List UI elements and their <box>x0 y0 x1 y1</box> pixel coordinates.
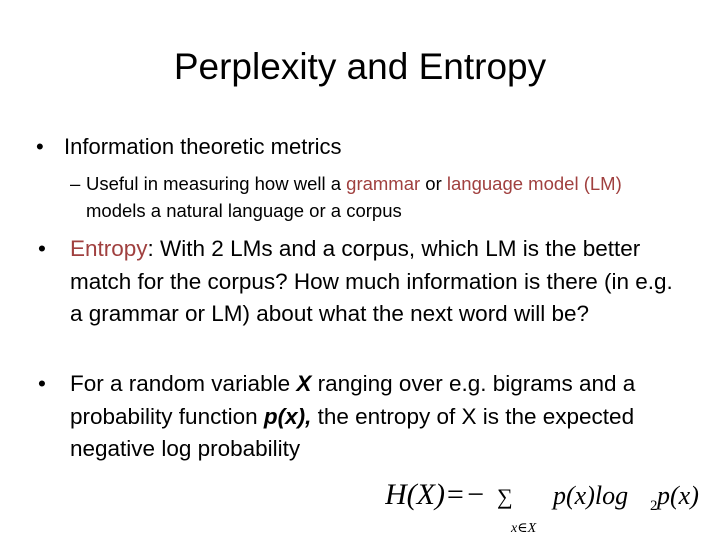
sub-text-3: models a natural language or a corpus <box>86 200 402 221</box>
sub-bullet-usefulness <box>70 170 646 224</box>
bullet-information-metrics <box>36 131 342 162</box>
formula-tail: p(x) <box>657 481 699 510</box>
bullet-text: Information theoretic metrics <box>64 134 342 159</box>
entropy-formula <box>385 470 705 535</box>
rv-text-2: ranging over e.g. bigrams and a probability function <box>70 371 636 429</box>
formula-lhs: H(X)=− <box>385 478 486 511</box>
bullet-entropy <box>38 233 680 331</box>
rv-text-3: the entropy of X is the expected negative log probability <box>70 403 635 461</box>
bullet-dot: • <box>38 236 46 261</box>
entropy-text: : With 2 LMs and a corpus, which LM is the better match for the corpus? How much information is there (in e.g. a grammar or LM) about what the next word will be? <box>70 236 673 326</box>
log-base: 2 <box>650 498 658 514</box>
bullet-dot: • <box>36 134 44 159</box>
formula-body: p(x)log <box>553 481 629 510</box>
sub-text-1: Useful in measuring how well a <box>86 173 347 194</box>
bullet-random-variable <box>38 368 680 466</box>
grammar-term: grammar <box>346 173 421 194</box>
sum-index: x∈X <box>511 521 537 535</box>
language-model-term: language model (LM) <box>446 173 622 194</box>
slide-title: Perplexity and Entropy <box>173 46 547 87</box>
variable-x: X <box>296 371 312 396</box>
rv-text-1: For a random variable <box>70 371 297 396</box>
bullet-dot: • <box>38 371 46 396</box>
dash-marker: – <box>70 173 81 194</box>
sub-text-2: or <box>420 173 447 194</box>
sum-symbol: ∑ <box>497 484 513 509</box>
entropy-term: Entropy <box>70 236 148 261</box>
probability-function: p(x), <box>263 403 312 429</box>
